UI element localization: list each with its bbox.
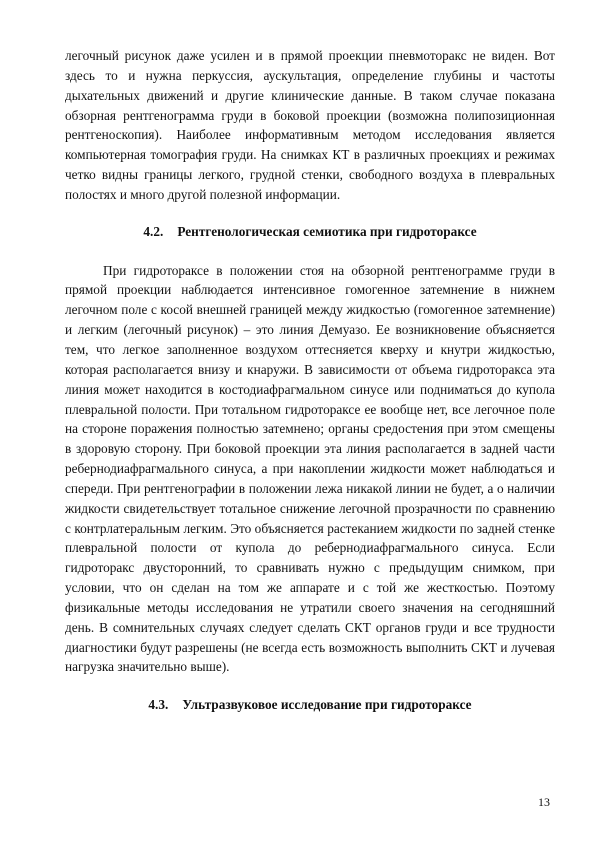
section-title: Рентгенологическая семиотика при гидротораксе [177,223,477,239]
paragraph-hydrothorax-xray: При гидротораксе в положении стоя на обзорной рентгенограмме груди в прямой проекции наблюдается интенсивное гомогенное затемнение в нижнем легочном поле с косой внешней границей между жидкостью (гомогенное затемнение) и легким (легочный рисунок) – это линия Демуазо. Ее возникновение объясняется тем, что легкое заполненное воздухом оттесняется кверху и кнутри жидкостью, которая располагается внизу и кнаружи. В зависимости от объема гидроторакса эта линия может находится в костодиафрагмальном синусе или подниматься до купола плевральной полости. При тотальном гидротораксе ее вообще нет, все легочное поле на стороне поражения полностью затемнено; органы средостения при этом смещены в здоровую сторону. При боковой проекции эта линия располагается в задней части ребернодиафрагмального синуса, а при накоплении жидкости может наблюдаться и спереди. При рентгенографии в положении лежа никакой линии не будет, а о наличии жидкости свидетельствует тотальное снижение легочной прозрачности по сравнению с контрлатеральным легким. Это объясняется растеканием жидкости по задней стенке плевральной полости от купола до ребернодиафрагмального синуса. Если гидроторакс двусторонний, то сравнивать нужно с предыдущим снимком, при условии, что он сделан на том же аппарате и с той же жесткостью. Поэтому физикальные методы исследования не утратили своего значения на сегодняшний день. В сомнительных случаях следует сделать СКТ органов груди и все трудности диагностики будут разрешены (не всегда есть возможность выполнить СКТ и лучевая нагрузка значительно выше). [65,262,555,675]
paragraph-intro: легочный рисунок даже усилен и в прямой проекции пневмоторакс не виден. Вот здесь то и нужна перкуссия, аускультация, определение глубины и частоты дыхательных движений и другие клинические данные. В таком случае показана обзорная рентгенограмма груди в боковой проекции (возможна полипозиционная рентгеноскопия). Наиболее информативным методом исследования является компьютерная томография груди. На снимках КТ в различных проекциях и режимах четко видны границы легкого, грудной стенки, свободного воздуха в плевральных полостях и много другой полезной информации. [65,48,555,202]
section-number: 4.2. [143,223,164,239]
spacer [65,677,555,695]
spacer [65,242,555,261]
page-number: 13 [538,795,550,809]
section-heading-4-2 [65,222,555,242]
section-heading-4-3 [65,695,555,715]
section-number: 4.3. [148,697,169,713]
page-content [65,46,555,715]
section-title: Ультразвуковое исследование при гидротораксе [182,697,472,713]
spacer [65,205,555,222]
